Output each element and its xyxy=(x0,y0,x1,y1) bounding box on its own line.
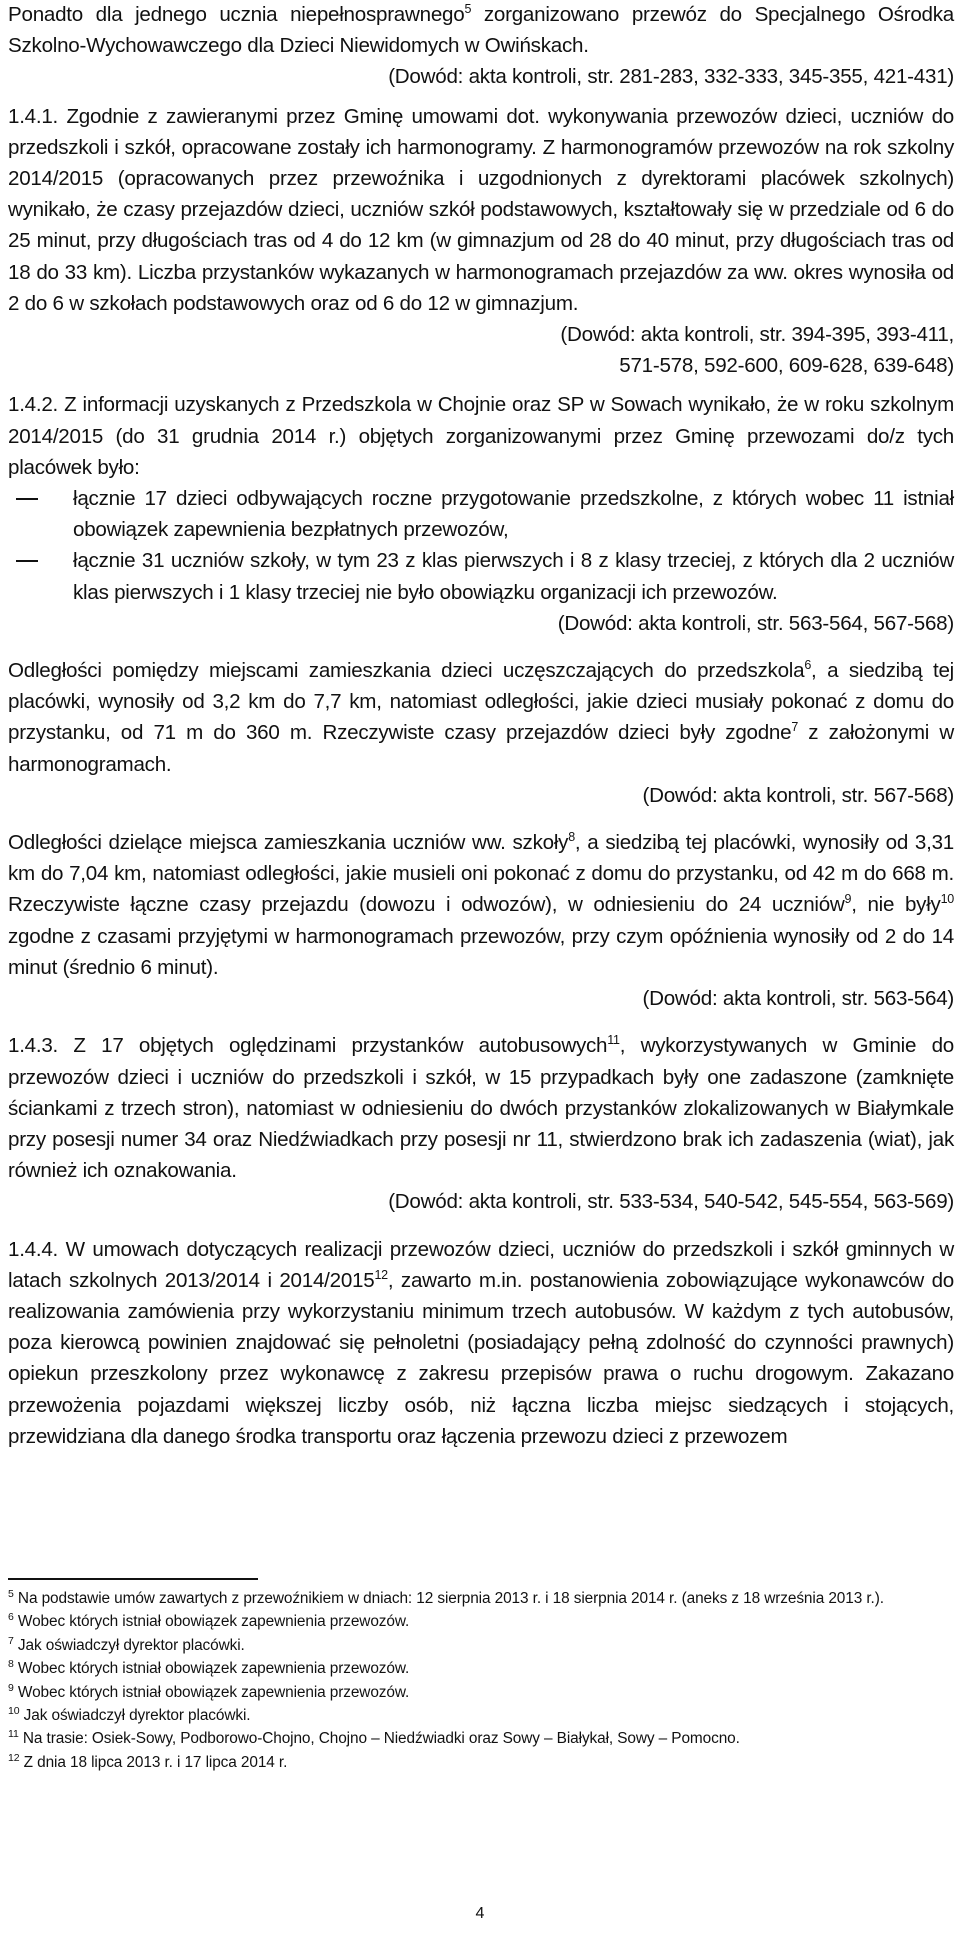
list-item xyxy=(8,545,954,607)
paragraph-school-distances xyxy=(8,827,954,983)
footnote-text: Jak oświadczył dyrektor placówki. xyxy=(19,1707,251,1725)
footnote xyxy=(8,1681,954,1704)
paragraph-transport-special xyxy=(8,0,954,61)
paragraph-1-4-3 xyxy=(8,1030,954,1186)
page-number: 4 xyxy=(475,1905,485,1922)
footnote-ref[interactable]: 10 xyxy=(940,892,954,907)
footnote-number: 8 xyxy=(8,1658,14,1671)
footnote-text: Jak oświadczył dyrektor placówki. xyxy=(13,1636,245,1654)
evidence-source: 571-578, 592-600, 609-628, 639-648) xyxy=(619,354,954,378)
text-span: Ponadto dla jednego ucznia niepełnosprawnego xyxy=(8,3,465,26)
footnote-ref[interactable]: 6 xyxy=(804,658,812,673)
footnote-text: Wobec których istniał obowiązek zapewnienia przewozów. xyxy=(13,1683,410,1701)
footnote-ref[interactable]: 5 xyxy=(464,2,472,16)
footnote-separator xyxy=(8,1578,258,1580)
footnote xyxy=(8,1704,954,1727)
evidence-source: (Dowód: akta kontroli, str. 567-568) xyxy=(642,783,954,807)
main-text xyxy=(8,0,954,1452)
evidence-source: (Dowód: akta kontroli, str. 563-564) xyxy=(642,987,954,1011)
text-span: Odległości dzielące miejsca zamieszkania uczniów ww. szkoły xyxy=(8,831,569,855)
dash-bullet-icon xyxy=(16,498,38,500)
footnote-number: 9 xyxy=(8,1681,14,1694)
text-span: Ośrodka Szkolno-Wychowawczego dla Dzieci Niewidomych w Owińskach. xyxy=(8,3,954,58)
list-item-text: łącznie 31 uczniów szkoły, w tym 23 z klas pierwszych i 8 z klasy trzeciej, z których dla 2 uczniów klas pierwszych i 1 klasy trzeciej nie było obowiązku organizacji ich przewozów. xyxy=(73,549,954,604)
text-span: , wykorzystywanych w Gminie do przewozów dzieci i uczniów do przedszkoli i szkół, w 15 przypadkach były one zadaszone (zamknięte ściankami z trzech stron), natomiast w odniesieniu do dwóch przystanków zlokalizowanych w Białymkale przy posesji numer 34 oraz Niedźwiadkach przy posesji nr 11, stwierdzono brak ich zadaszenia (wiat), jak również ich oznakowania. xyxy=(8,1034,954,1183)
evidence-source: (Dowód: akta kontroli, str. 281-283, 332-333, 345-355, 421-431) xyxy=(388,65,954,89)
list-item-text: łącznie 17 dzieci odbywających roczne przygotowanie przedszkolne, z których wobec 11 istniał obowiązek zapewnienia bezpłatnych przewozów, xyxy=(73,487,954,542)
dash-bullet-icon xyxy=(16,560,38,562)
footnote-ref[interactable]: 9 xyxy=(844,892,852,907)
text-span: zgodne z czasami przyjętymi w harmonogramach przewozów, przy czym opóźnienia wynosiły od 2 do 14 minut (średnio 6 minut). xyxy=(8,924,954,979)
text-span: , a siedzibą tej placówki, wynosiły od 3,31 km do 7,04 km, natomiast odległości, jakie musieli oni pokonać z domu do przystanku, od 42 m do 668 m. Rzeczywiste łączne czasy przejazdu (dowozu i odwozów), w odniesieniu do 24 uczniów xyxy=(8,831,954,917)
footnotes xyxy=(8,1587,954,1774)
evidence-source: (Dowód: akta kontroli, str. 533-534, 540-542, 545-554, 563-569) xyxy=(388,1190,954,1214)
footnote xyxy=(8,1610,954,1633)
footnote-text: Wobec których istniał obowiązek zapewnienia przewozów. xyxy=(13,1613,410,1631)
footnote-number: 12 xyxy=(8,1751,20,1764)
text-span: zorganizowano przewóz do Specjalnego xyxy=(471,3,866,26)
footnote-number: 7 xyxy=(8,1634,14,1647)
paragraph-preschool-distances xyxy=(8,655,954,780)
evidence-source: (Dowód: akta kontroli, str. 563-564, 567-568) xyxy=(557,611,954,635)
footnote xyxy=(8,1657,954,1680)
footnote xyxy=(8,1751,954,1774)
list-item xyxy=(8,483,954,545)
paragraph-1-4-1: 1.4.1. Zgodnie z zawieranymi przez Gminę umowami dot. wykonywania przewozów dzieci, uczniów do przedszkoli i szkół, opracowane zostały ich harmonogramy. Z harmonogramów przewozów na rok szkolny 2014/2015 (opracowanych przez przewoźnika i uzgodnionych z dyrektorami placówek szkolnych) wynikało, że czasy przejazdów dzieci, uczniów szkół podstawowych, kształtowały się w przedziale od 6 do 25 minut, przy długościach tras od 4 do 12 km (w gimnazjum od 28 do 40 minut, przy długościach tras od 18 do 33 km). Liczba przystanków wykazanych w harmonogramach przejazdów za ww. okres wynosiła od 2 do 6 w szkołach podstawowych oraz od 6 do 12 w gimnazjum. xyxy=(8,104,954,315)
text-span: , nie były xyxy=(851,893,941,917)
bullet-list xyxy=(8,483,954,608)
footnote-text: Wobec których istniał obowiązek zapewnienia przewozów. xyxy=(13,1660,410,1678)
text-span: Odległości pomiędzy miejscami zamieszkania dzieci uczęszczających do przedszkola xyxy=(8,659,805,683)
footnote-ref[interactable]: 11 xyxy=(607,1033,620,1048)
footnote-ref[interactable]: 8 xyxy=(568,830,575,845)
footnote-number: 5 xyxy=(8,1588,14,1600)
text-span: , a siedzibą tej placówki, wynosiły od 3,2 km do 7,7 km, natomiast odległości, jakie dzieci musiały pokonać z domu do przystanku, od 71 m do 360 m. Rzeczywiste czasy przejazdów dzieci były zgodne xyxy=(8,659,954,745)
footnote-number: 11 xyxy=(8,1728,19,1741)
footnote xyxy=(8,1727,954,1750)
paragraph-1-4-2: 1.4.2. Z informacji uzyskanych z Przedszkola w Chojnie oraz SP w Sowach wynikało, że w roku szkolnym 2014/2015 (do 31 grudnia 2014 r.) objętych zorganizowanymi przez Gminę przewozami do/z tych placówek było: xyxy=(8,393,954,479)
text-span: , zawarto m.in. postanowienia zobowiązujące wykonawców do realizowania zamówienia przy wykorzystaniu minimum trzech autobusów. W każdym z tych autobusów, poza kierowcą powinien znajdować się pełnoletni (posiadający pełną zdolność do czynności prawnych) opiekun przeszkolony przez wykonawcę z zakresu przepisów prawa o ruchu drogowym. Zakazano przewożenia pojazdami większej liczby osób, niż łączna liczba miejsc siedzących i stojących, przewidziana dla danego środka transportu oraz łączenia przewozu dzieci z przewozem xyxy=(8,1268,954,1448)
footnote-text: Z dnia 18 lipca 2013 r. i 17 lipca 2014 r. xyxy=(19,1753,288,1771)
footnote xyxy=(8,1587,954,1610)
paragraph-1-4-4 xyxy=(8,1234,954,1452)
footnote-ref[interactable]: 7 xyxy=(791,720,799,735)
footnote-text: Na trasie: Osiek-Sowy, Podborowo-Chojno, Chojno – Niedźwiadki oraz Sowy – Białykał, Sowy – Pomocno. xyxy=(18,1730,740,1748)
footnote-text: Na podstawie umów zawartych z przewoźnikiem w dniach: 12 sierpnia 2013 r. i 18 sierpnia 2014 r. (aneks z 18 września 2013 r.). xyxy=(13,1590,884,1607)
footnote-number: 6 xyxy=(8,1611,14,1624)
text-span: 1.4.4. W umowach dotyczących realizacji przewozów dzieci, uczniów do przedszkoli i szkół gminnych w latach szkolnych 2013/2014 i 2014/2015 xyxy=(8,1237,954,1292)
footnote xyxy=(8,1634,954,1657)
evidence-source: (Dowód: akta kontroli, str. 394-395, 393-411, xyxy=(560,323,954,347)
text-span: 1.4.3. Z 17 objętych oględzinami przystanków autobusowych xyxy=(8,1034,608,1058)
footnote-ref[interactable]: 12 xyxy=(374,1267,388,1282)
footnote-number: 10 xyxy=(8,1705,20,1718)
text-span: z założonymi w harmonogramach. xyxy=(8,721,954,776)
